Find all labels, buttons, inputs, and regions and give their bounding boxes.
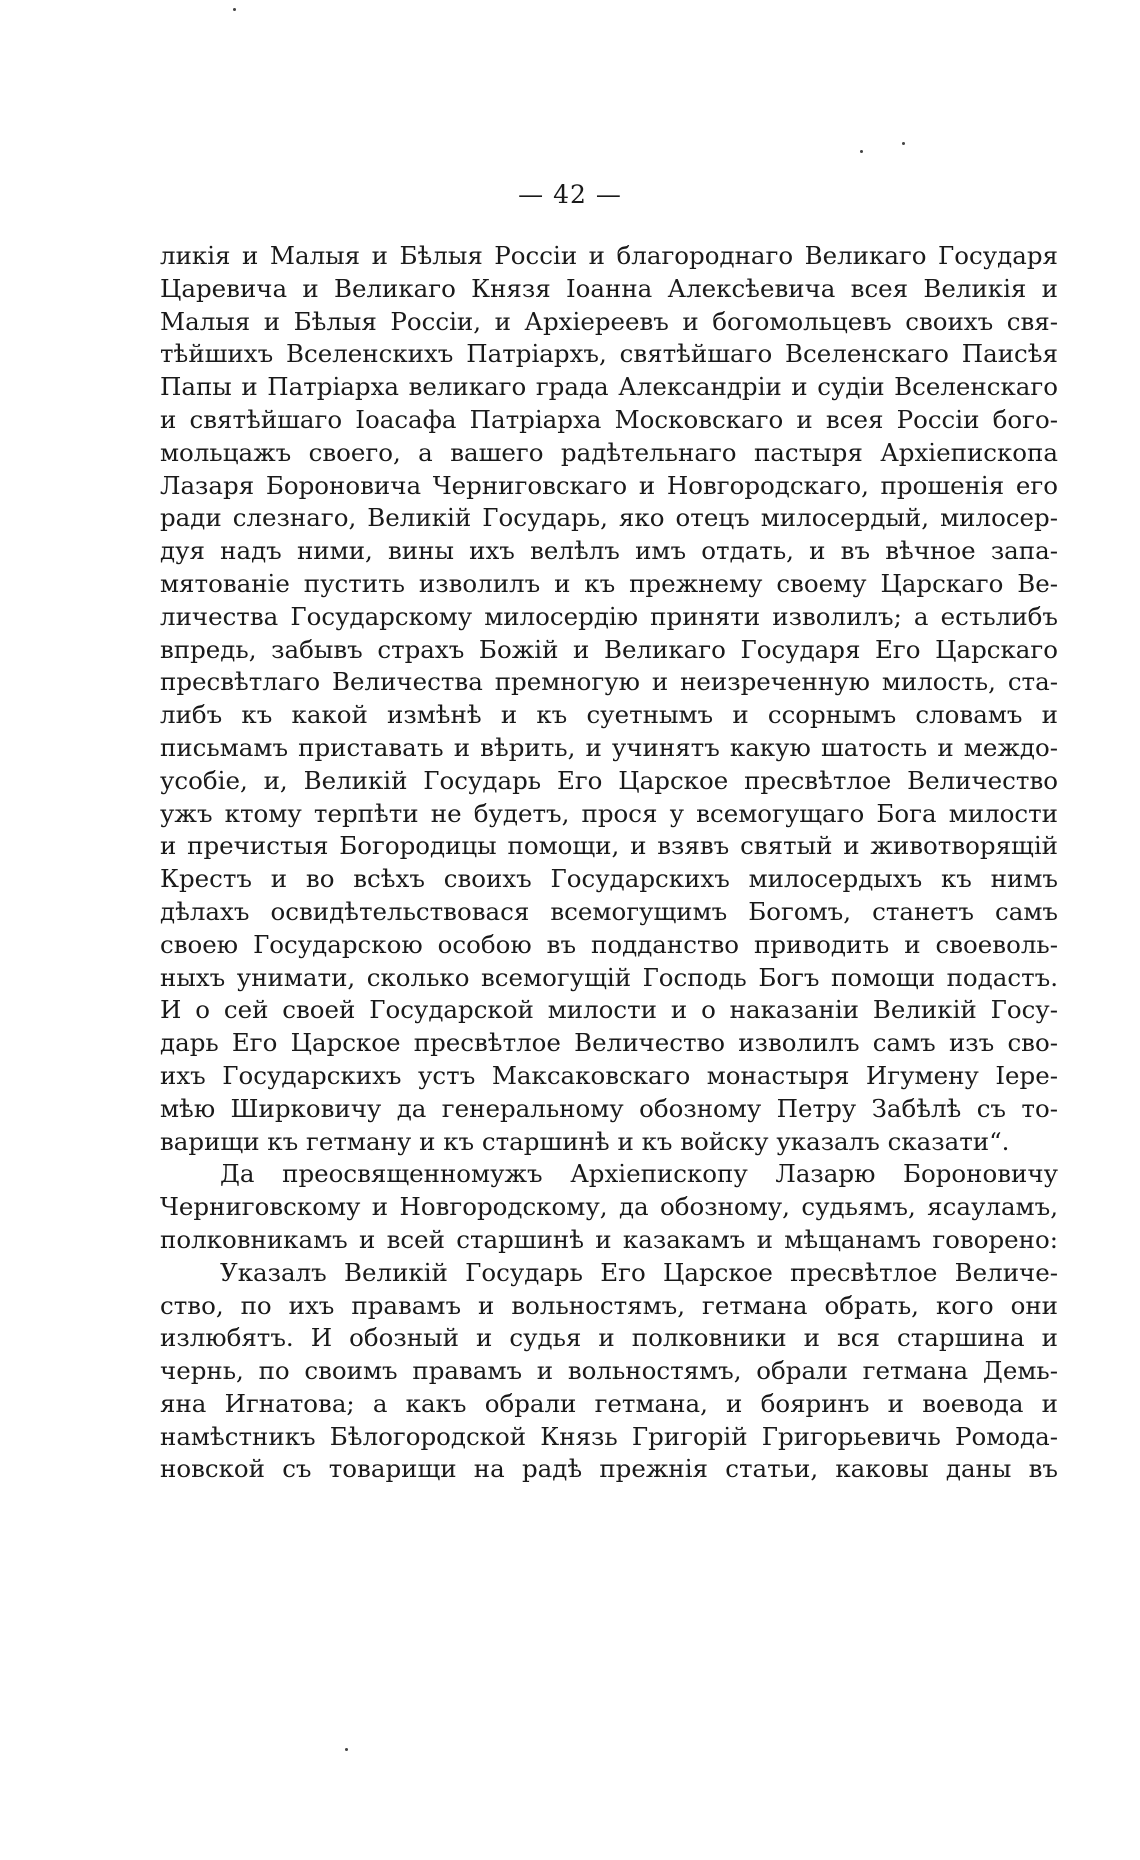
scan-speck: [345, 1748, 348, 1751]
text-line: дѣлахъ освидѣтельствовася всемогущимъ Богомъ, станетъ самъ: [160, 896, 1058, 926]
text-line: впредь, забывъ страхъ Божій и Великаго Государя Его Царскаго: [160, 634, 1058, 664]
scan-speck: [233, 8, 236, 11]
text-line: И о сей своей Государской милости и о наказаніи Великій Госу-: [160, 995, 1058, 1025]
text-line: письмамъ приставать и вѣрить, и учинятъ какую шатость и междо-: [160, 732, 1058, 762]
text-line: Папы и Патріарха великаго града Александріи и судіи Вселенскаго: [160, 372, 1058, 402]
text-line: Царевича и Великаго Князя Іоанна Алексѣевича всея Великія и: [160, 273, 1058, 303]
text-line: яна Игнатова; а какъ обрали гетмана, и бояринъ и воевода и: [160, 1388, 1058, 1418]
text-line: и пречистыя Богородицы помощи, и взявъ святый и животворящій: [160, 831, 1058, 861]
text-line: мятованіе пустить изволилъ и къ прежнему своему Царскаго Ве-: [160, 568, 1058, 598]
text-line: дарь Его Царское пресвѣтлое Величество изволилъ самъ изъ сво-: [160, 1028, 1058, 1058]
text-line: Указалъ Великій Государь Его Царское пресвѣтлое Величе-: [220, 1257, 1058, 1287]
text-line: чернь, по своимъ правамъ и вольностямъ, обрали гетмана Демь-: [160, 1356, 1058, 1386]
text-line: своею Государскою особою въ подданство приводить и своеволь-: [160, 929, 1058, 959]
text-line: усобіе, и, Великій Государь Его Царское пресвѣтлое Величество: [160, 765, 1058, 795]
text-line: ныхъ унимати, сколько всемогущій Господь Богъ помощи подастъ.: [160, 962, 1058, 992]
text-line: тѣйшихъ Вселенскихъ Патріархъ, святѣйшаго Вселенскаго Паисѣя: [160, 339, 1058, 369]
text-line: Черниговскому и Новгородскому, да обозному, судьямъ, ясауламъ,: [160, 1192, 1058, 1222]
text-line: дуя надъ ними, вины ихъ велѣлъ имъ отдать, и въ вѣчное запа-: [160, 536, 1058, 566]
text-line: новской съ товарищи на радѣ прежнія статьи, каковы даны въ: [160, 1454, 1058, 1484]
text-line: Крестъ и во всѣхъ своихъ Государскихъ милосердыхъ къ нимъ: [160, 864, 1058, 894]
text-line: и святѣйшаго Іоасафа Патріарха Московскаго и всея Россіи бого-: [160, 404, 1058, 434]
text-line: Лазаря Бороновича Черниговскаго и Новгородскаго, прошенія его: [160, 470, 1058, 500]
text-line: излюбятъ. И обозный и судья и полковники и вся старшина и: [160, 1323, 1058, 1353]
text-line: мѣю Ширковичу да генеральному обозному Петру Забѣлѣ съ то-: [160, 1093, 1058, 1123]
text-line: мольцажъ своего, а вашего радѣтельнаго пастыря Архіепископа: [160, 437, 1058, 467]
text-line: Да преосвященномужъ Архіепископу Лазарю Бороновичу: [220, 1159, 1058, 1189]
text-line: ство, по ихъ правамъ и вольностямъ, гетмана обрать, кого они: [160, 1290, 1058, 1320]
text-line: ради слезнаго, Великій Государь, яко отецъ милосердый, милосер-: [160, 503, 1058, 533]
text-line: варищи къ гетману и къ старшинѣ и къ войску указалъ сказати“.: [160, 1126, 1010, 1156]
text-line: пресвѣтлаго Величества премногую и неизреченную милость, ста-: [160, 667, 1058, 697]
text-line: полковникамъ и всей старшинѣ и казакамъ и мѣщанамъ говорено:: [160, 1224, 1058, 1254]
text-line: ужъ ктому терпѣти не будетъ, прося у всемогущаго Бога милости: [160, 798, 1058, 828]
text-line: либъ къ какой измѣнѣ и къ суетнымъ и ссорнымъ словамъ и: [160, 700, 1058, 730]
scan-speck: [860, 150, 863, 153]
page-number: — 42 —: [518, 180, 622, 209]
text-line: Малыя и Бѣлыя Россіи, и Архіереевъ и богомольцевъ своихъ свя-: [160, 306, 1058, 336]
text-line: намѣстникъ Бѣлогородской Князь Григорій Григорьевичь Ромода-: [160, 1421, 1058, 1451]
text-line: ихъ Государскихъ устъ Максаковскаго монастыря Игумену Іере-: [160, 1060, 1058, 1090]
scan-speck: [902, 142, 905, 145]
body-text: [160, 240, 1058, 1486]
text-line: личества Государскому милосердію приняти изволилъ; а естьлибъ: [160, 601, 1058, 631]
text-line: ликія и Малыя и Бѣлыя Россіи и благороднаго Великаго Государя: [160, 241, 1058, 270]
